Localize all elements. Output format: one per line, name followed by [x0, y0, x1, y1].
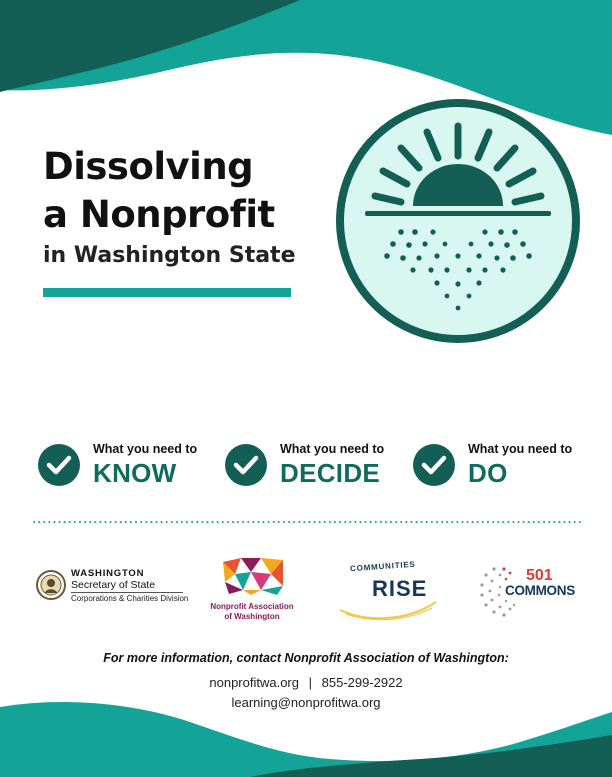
- step-prefix: What you need to: [93, 442, 198, 456]
- contact-separator: |: [308, 675, 313, 690]
- checkmark-icon: [413, 444, 455, 486]
- title-subtitle: in Washington State: [43, 243, 296, 268]
- email-line: [0, 695, 612, 710]
- sunset-icon: [335, 98, 581, 344]
- naw-line-2: of Washington: [224, 612, 280, 621]
- sos-division: Corporations & Charities Division: [71, 594, 189, 603]
- rise-top-text: COMMUNITIES: [349, 559, 416, 574]
- commons-number: 501: [526, 567, 553, 584]
- logo-nonprofit-association: [208, 556, 296, 626]
- sos-subtitle: Secretary of State: [71, 579, 156, 591]
- checkmark-icon: [225, 444, 267, 486]
- step-word: DECIDE: [280, 458, 381, 488]
- logo-communities-rise: [336, 552, 442, 622]
- step-prefix: What you need to: [468, 442, 573, 456]
- mosaic-map-icon: [221, 556, 285, 596]
- rise-main-text: RISE: [372, 576, 428, 601]
- naw-line-1: Nonprofit Association: [210, 602, 294, 611]
- contact-note: For more information, contact Nonprofit Association of Washington:: [103, 651, 509, 665]
- email-link[interactable]: learning@nonprofitwa.org: [231, 695, 381, 710]
- step-word: DO: [468, 458, 508, 488]
- commons-word: COMMONS: [505, 583, 575, 598]
- checkmark-icon: [38, 444, 80, 486]
- state-seal-icon: [36, 570, 66, 600]
- phone-number[interactable]: 855-299-2922: [321, 675, 403, 690]
- title-line-1: Dissolving: [43, 145, 254, 188]
- contact-line: [0, 675, 612, 690]
- dotted-divider: [33, 520, 581, 524]
- step-word: KNOW: [93, 458, 177, 488]
- steps-row: [38, 438, 598, 494]
- title-line-2: a Nonprofit: [43, 193, 275, 236]
- title-underline-bar: [43, 288, 291, 297]
- sos-title: WASHINGTON: [71, 568, 145, 579]
- step-prefix: What you need to: [280, 442, 385, 456]
- logo-secretary-of-state: [36, 568, 196, 604]
- website-link[interactable]: nonprofitwa.org: [209, 675, 299, 690]
- document-title: [43, 143, 296, 271]
- logo-501-commons: [480, 565, 580, 617]
